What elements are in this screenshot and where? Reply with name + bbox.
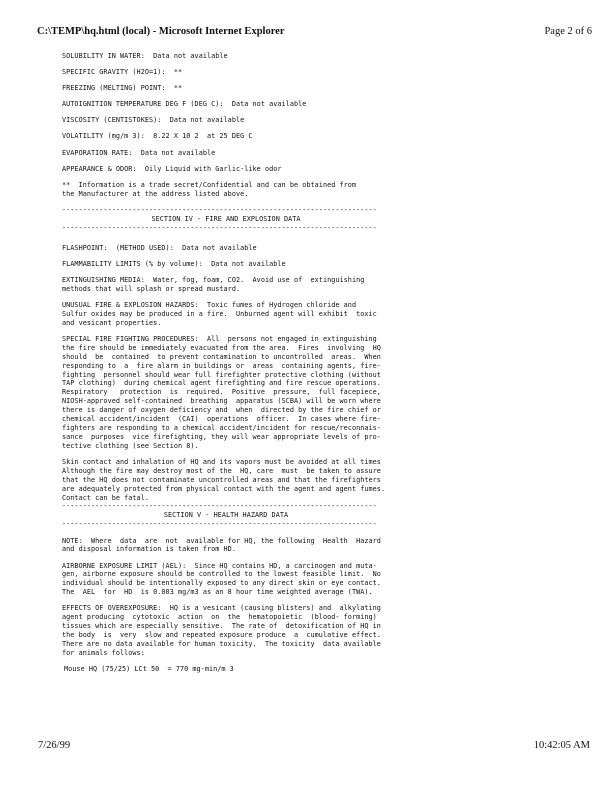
flammability-line: FLAMMABILITY LIMITS (% by volume): Data not available	[62, 259, 286, 268]
autoignition-line: AUTOIGNITION TEMPERATURE DEG F (DEG C): Data not available	[62, 100, 307, 109]
divider-line: ----------------------------------------------------------------------------	[62, 520, 377, 529]
divider-line: ----------------------------------------------------------------------------	[62, 205, 377, 214]
flashpoint-line: FLASHPOINT: (METHOD USED): Data not available	[62, 243, 257, 252]
viscosity-line: VISCOSITY (CENTISTOKES): Data not available	[62, 116, 245, 125]
special-fire-fighting: SPECIAL FIRE FIGHTING PROCEDURES: All persons not engaged in extinguishing the fire should be immediately evacuated from the area. Fires involving HQ should be contained to prevent contamination to uncontrolled areas. When responding to a fire alarm in buildings or areas containing agents, fire- fighting personnel should wear full firefighter protective clothing (without TAP clothing) during chemical agent firefighting and fire rescue operations. Respiratory protection is required. Positive pressure, full facepiece, NIOSH-approved self-contained breathing apparatus (SCBA) will be worn where there is danger of oxygen deficiency and when directed by the fire chief or chemical accident/incident (CAI) operations officer. In cases where fire- fighters are responding to a chemical accident/incident for rescue/reconnais- sance purposes vice firefighting, they will wear appropriate levels of pro- tective clothing (see Section 8).	[62, 334, 381, 450]
skin-contact-warning: Skin contact and inhalation of HQ and its vapors must be avoided at all times Although the fire may destroy most of the HQ, care must be taken to assure that the HQ does not contaminate uncontrolled areas and that the firefighters are adequately protected from physical contact with the agent and agent fumes. Contact can be fatal.	[62, 457, 386, 502]
specific-gravity-line: SPECIFIC GRAVITY (H2O=1): **	[62, 68, 183, 77]
section-4-title: SECTION IV - FIRE AND EXPLOSION DATA	[151, 214, 301, 223]
solubility-line: SOLUBILITY IN WATER: Data not available	[62, 52, 228, 60]
footer-time: 10:42:05 AM	[533, 740, 590, 751]
divider-line: ----------------------------------------------------------------------------	[62, 223, 377, 232]
toxicity-data-row: Mouse HQ (75/25) LCt 50 = 770 mg-min/m 3	[64, 664, 234, 673]
window-title: C:\TEMP\hq.html (local) - Microsoft Internet Explorer	[37, 26, 285, 37]
page-number: Page 2 of 6	[544, 26, 592, 37]
appearance-line: APPEARANCE & ODOR: Oily Liquid with Garlic-like odor	[62, 164, 282, 173]
health-note: NOTE: Where data are not available for HQ, the following Health Hazard and disposal information is taken from HD.	[62, 536, 381, 554]
document-body	[62, 52, 390, 674]
section-5-title: SECTION V - HEALTH HAZARD DATA	[163, 511, 289, 520]
divider-line: ----------------------------------------------------------------------------	[62, 502, 377, 511]
trade-secret-note: ** Information is a trade secret/Confidential and can be obtained from the Manufacturer at the address listed above.	[62, 180, 357, 198]
extinguishing-media: EXTINGUISHING MEDIA: Water, fog, foam, CO2. Avoid use of extinguishing methods that will splash or spread mustard.	[62, 276, 365, 293]
volatility-line: VOLATILITY (mg/m 3): 8.22 X 10 2 at 25 DEG C	[62, 132, 253, 141]
freezing-point-line: FREEZING (MELTING) POINT: **	[62, 84, 183, 93]
evaporation-line: EVAPORATION RATE: Data not available	[62, 148, 216, 157]
airborne-exposure-limit: AIRBORNE EXPOSURE LIMIT (AEL): Since HQ contains HD, a carcinogen and muta- gen, airborne exposure should be controlled to the lowest feasible limit. No individual should be intentionally exposed to any direct skin or eye contact. The AEL for HD is 0.003 mg/m3 as an 8 hour time weighted average (TWA).	[62, 561, 381, 597]
unusual-hazards: UNUSUAL FIRE & EXPLOSION HAZARDS: Toxic fumes of Hydrogen chloride and Sulfur oxides may be produced in a fire. Unburned agent will exhibit toxic and vesicant properties.	[62, 301, 377, 327]
effects-of-overexposure: EFFECTS OF OVEREXPOSURE: HQ is a vesicant (causing blisters) and alkylating agent producing cytotoxic action on the hematopoietic (blood- forming) tissues which are especially sensitive. The rate of detoxification of HQ in the body is very slow and repeated exposure produce a cumulative effect. There are no data available for human toxicity. The toxicity data available for animals follows:	[62, 604, 381, 657]
footer-date: 7/26/99	[38, 740, 71, 751]
